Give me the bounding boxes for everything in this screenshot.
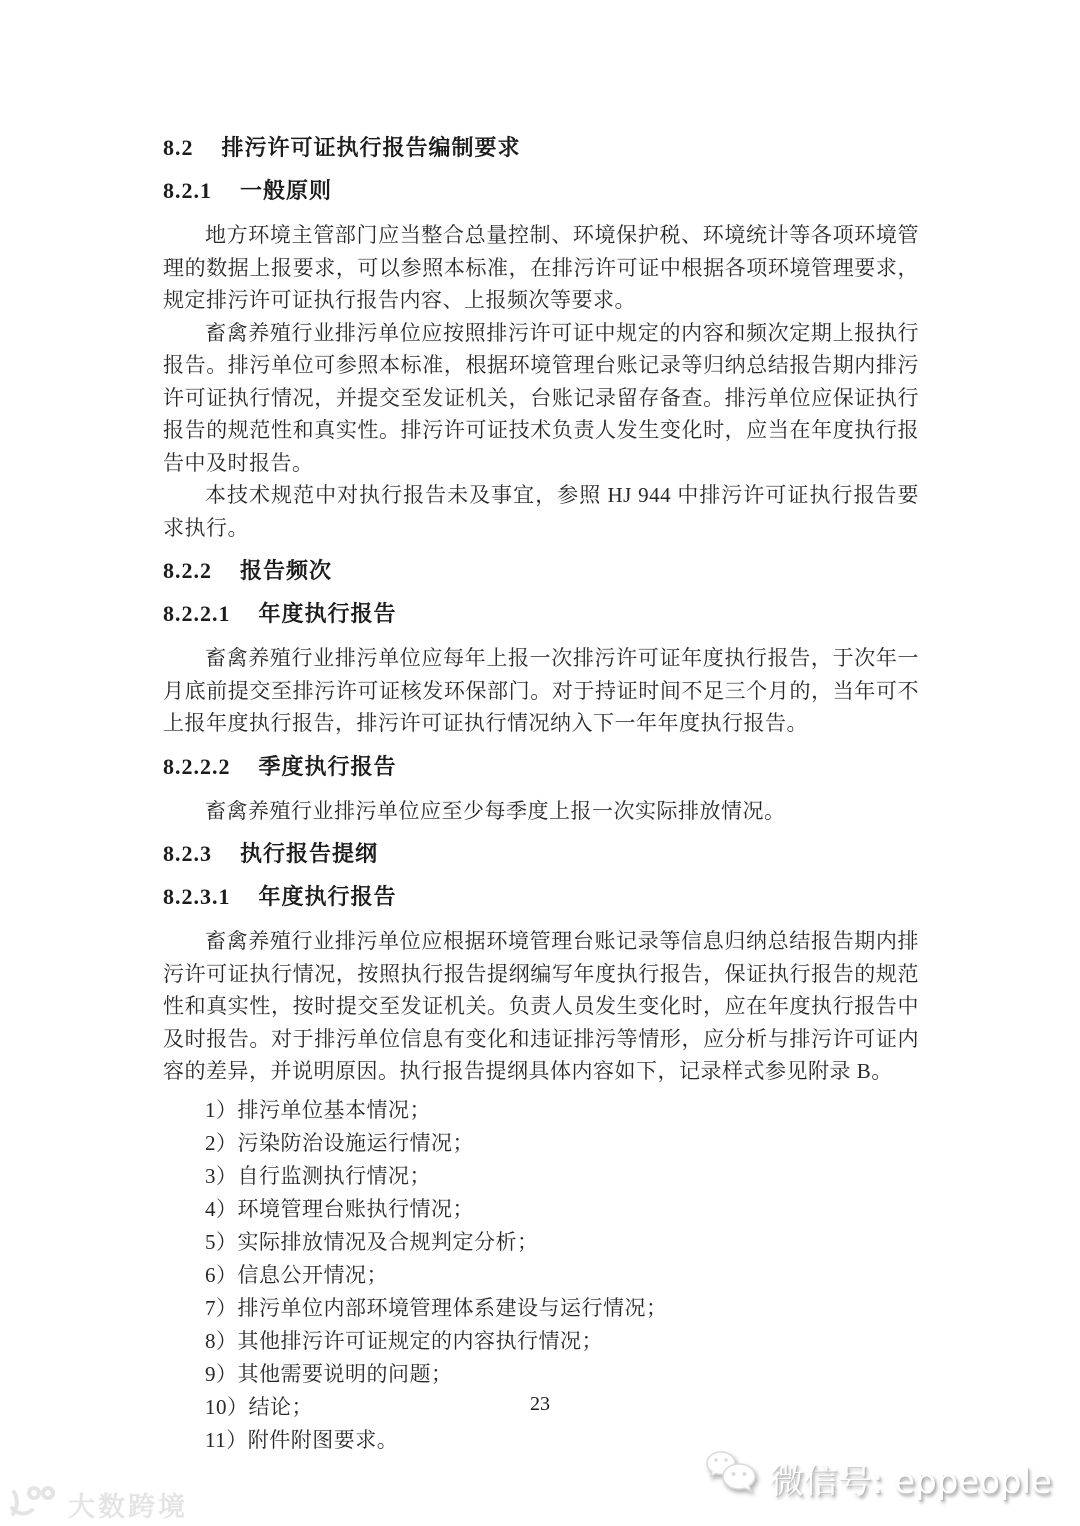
section-number: 8.2.1 [163, 178, 212, 203]
section-number: 8.2 [163, 135, 194, 160]
outline-item: 11）附件附图要求。 [205, 1427, 399, 1452]
paragraph-annual-report: 畜禽养殖行业排污单位应每年上报一次排污许可证年度执行报告，于次年一月底前提交至排污许可证核发环保部门。对于持证时间不足三个月的，当年可不上报年度执行报告，排污许可证执行情况纳入下一年年度执行报告。 [163, 646, 919, 735]
outline-item: 3）自行监测执行情况； [205, 1163, 431, 1188]
section-heading-8-2-3-1 [163, 882, 919, 913]
section-title: 一般原则 [240, 179, 333, 204]
section-heading-8-2-2 [163, 556, 919, 587]
outline-item: 9）其他需要说明的问题； [205, 1361, 453, 1386]
outline-item: 10）结论； [205, 1394, 313, 1419]
outline-item: 8）其他排污许可证规定的内容执行情况； [205, 1328, 603, 1353]
section-heading-8-2 [163, 133, 919, 164]
outline-item: 6）信息公开情况； [205, 1262, 388, 1287]
section-heading-8-2-3 [163, 839, 919, 870]
section-number: 8.2.3 [163, 841, 212, 866]
watermark-wechat-text: 微信号: eppeople [769, 1462, 1052, 1502]
outline-item: 5）实际排放情况及合规判定分析； [205, 1229, 539, 1254]
section-number: 8.2.2.2 [163, 753, 231, 779]
paragraph-general-principles-3: 本技术规范中对执行报告未及事宜，参照 HJ 944 中排污许可证执行报告要求执行。 [163, 483, 919, 540]
section-heading-8-2-2-2 [163, 752, 919, 783]
watermark-wechat [704, 1450, 1052, 1507]
section-heading-8-2-2-1 [163, 599, 919, 630]
section-title: 年度执行报告 [258, 602, 397, 627]
outline-item: 4）环境管理台账执行情况； [205, 1196, 474, 1221]
paragraph-quarterly-report: 畜禽养殖行业排污单位应至少每季度上报一次实际排放情况。 [205, 798, 786, 823]
document-body [163, 133, 919, 1457]
page-number: 23 [530, 1393, 550, 1415]
section-number: 8.2.2 [163, 558, 212, 583]
paragraph-general-principles-2: 畜禽养殖行业排污单位应按照排污许可证中规定的内容和频次定期上报执行报告。排污单位可参照本标准，根据环境管理台账记录等归纳总结报告期内排污许可证执行情况，并提交至发证机关，台账记录留存备查。排污单位应保证执行报告的规范性和真实性。排污许可证技术负责人发生变化时，应当在年度执行报告中及时报告。 [163, 320, 919, 475]
watermark-dashu [8, 1484, 188, 1525]
wechat-icon [704, 1450, 760, 1507]
section-title: 执行报告提纲 [240, 842, 379, 867]
paragraph-outline-intro: 畜禽养殖行业排污单位应根据环境管理台账记录等信息归纳总结报告期内排污许可证执行情况，按照执行报告提纲编写年度执行报告，保证执行报告的规范性和真实性，按时提交至发证机关。负责人员发生变化时，应在年度执行报告中及时报告。对于排污单位信息有变化和违证排污等情形，应分析与排污许可证内容的差异，并说明原因。执行报告提纲具体内容如下，记录样式参见附录 B。 [163, 929, 919, 1083]
section-title: 季度执行报告 [258, 754, 397, 780]
section-title: 年度执行报告 [258, 885, 397, 910]
section-number: 8.2.2.1 [163, 601, 231, 626]
paragraph-general-principles-1: 地方环境主管部门应当整合总量控制、环境保护税、环境统计等各项环境管理的数据上报要求，可以参照本标准，在排污许可证中根据各项环境管理要求，规定排污许可证执行报告内容、上报频次等要求。 [163, 223, 919, 312]
section-number: 8.2.3.1 [163, 884, 231, 909]
dashu-100-logo-icon [8, 1484, 60, 1525]
section-heading-8-2-1 [163, 176, 919, 207]
section-title: 报告频次 [240, 559, 333, 584]
section-title: 排污许可证执行报告编制要求 [221, 136, 521, 161]
outline-item: 2）污染防治设施运行情况； [205, 1130, 474, 1155]
watermark-dashu-text: 大数跨境 [68, 1492, 188, 1523]
outline-item: 7）排污单位内部环境管理体系建设与运行情况； [205, 1295, 668, 1320]
outline-item: 1）排污单位基本情况； [205, 1097, 431, 1122]
